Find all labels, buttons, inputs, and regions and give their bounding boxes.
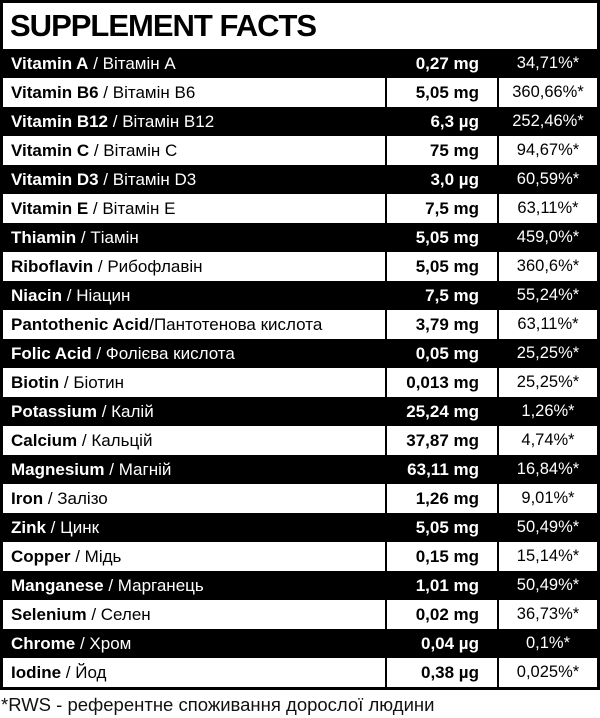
nutrient-name-uk: Калій: [111, 401, 154, 421]
nutrient-row: [3, 281, 597, 310]
nutrient-name-separator: /: [89, 140, 104, 160]
nutrient-percent-rws: 15,14%*: [497, 542, 597, 571]
nutrient-amount: 5,05 mg: [385, 513, 497, 542]
nutrient-percent-rws: 55,24%*: [497, 281, 597, 310]
nutrient-name-cell: [3, 484, 385, 513]
nutrient-name-cell: [3, 107, 385, 136]
nutrient-name-cell: [3, 455, 385, 484]
nutrient-row: [3, 49, 597, 78]
nutrient-amount: 25,24 mg: [385, 397, 497, 426]
nutrient-row: [3, 136, 597, 165]
nutrient-row: [3, 368, 597, 397]
nutrient-amount: 0,04 µg: [385, 629, 497, 658]
nutrient-name-separator: /: [108, 111, 123, 131]
nutrient-percent-rws: 36,73%*: [497, 600, 597, 629]
nutrient-name-cell: [3, 194, 385, 223]
nutrient-row: [3, 252, 597, 281]
nutrient-row: [3, 513, 597, 542]
nutrient-amount: 7,5 mg: [385, 281, 497, 310]
nutrient-percent-rws: 60,59%*: [497, 165, 597, 194]
nutrient-percent-rws: 459,0%*: [497, 223, 597, 252]
nutrient-name-en: Vitamin E: [11, 198, 89, 218]
nutrient-amount: 3,79 mg: [385, 310, 497, 339]
nutrient-name-en: Folic Acid: [11, 343, 92, 363]
nutrient-name-uk: Вітамін A: [102, 53, 176, 73]
nutrient-name-en: Thiamin: [11, 227, 77, 247]
nutrient-name-separator: /: [45, 517, 61, 537]
nutrient-name-cell: [3, 600, 385, 629]
nutrient-name-en: Calcium: [11, 430, 78, 450]
nutrient-percent-rws: 360,66%*: [497, 78, 597, 107]
nutrient-name-separator: /: [77, 430, 92, 450]
nutrient-amount: 5,05 mg: [385, 78, 497, 107]
nutrient-name-cell: [3, 542, 385, 571]
nutrient-amount: 0,02 mg: [385, 600, 497, 629]
nutrient-amount: 1,26 mg: [385, 484, 497, 513]
nutrient-name-separator: /: [88, 53, 103, 73]
nutrient-name-uk: Вітамін C: [103, 140, 178, 160]
nutrient-amount: 3,0 µg: [385, 165, 497, 194]
nutrient-row: [3, 339, 597, 368]
nutrient-name-en: Iodine: [11, 662, 62, 682]
nutrient-name-separator: /: [96, 401, 112, 421]
nutrient-percent-rws: 1,26%*: [497, 397, 597, 426]
nutrient-name-cell: [3, 571, 385, 600]
nutrient-row: [3, 542, 597, 571]
nutrient-name-uk: Цинк: [60, 517, 100, 537]
nutrient-percent-rws: 63,11%*: [497, 194, 597, 223]
nutrient-name-uk: Магній: [118, 459, 172, 479]
nutrient-amount: 37,87 mg: [385, 426, 497, 455]
nutrient-row: [3, 310, 597, 339]
nutrient-name-cell: [3, 310, 385, 339]
nutrient-row: [3, 571, 597, 600]
nutrient-name-separator: /: [70, 546, 85, 566]
nutrient-name-cell: [3, 629, 385, 658]
nutrient-name-en: Pantothenic Acid: [11, 314, 150, 334]
nutrient-row: [3, 223, 597, 252]
nutrient-name-uk: Біотин: [73, 372, 125, 392]
table-header: [3, 3, 597, 49]
nutrient-percent-rws: 4,74%*: [497, 426, 597, 455]
nutrient-percent-rws: 50,49%*: [497, 571, 597, 600]
nutrient-name-en: Vitamin C: [11, 140, 90, 160]
nutrient-name-uk: Мідь: [84, 546, 122, 566]
nutrient-name-en: Manganese: [11, 575, 104, 595]
nutrient-row: [3, 78, 597, 107]
nutrient-name-en: Riboflavin: [11, 256, 94, 276]
nutrient-name-uk: Хром: [89, 633, 132, 653]
nutrient-amount: 7,5 mg: [385, 194, 497, 223]
nutrient-name-uk: Пантотенова кислота: [153, 314, 323, 334]
nutrient-name-cell: [3, 223, 385, 252]
nutrient-name-cell: [3, 165, 385, 194]
nutrient-name-en: Vitamin A: [11, 53, 89, 73]
nutrient-name-en: Vitamin B12: [11, 111, 109, 131]
nutrient-row: [3, 658, 597, 687]
nutrient-row: [3, 426, 597, 455]
rws-footnote: *RWS - референтне споживання дорослої людини: [1, 694, 435, 715]
nutrient-amount: 5,05 mg: [385, 223, 497, 252]
nutrient-name-en: Biotin: [11, 372, 60, 392]
nutrient-row: [3, 455, 597, 484]
nutrient-name-uk: Тіамін: [90, 227, 139, 247]
nutrient-name-cell: [3, 49, 385, 78]
nutrient-name-separator: /: [93, 256, 108, 276]
nutrient-name-uk: Ніацин: [76, 285, 131, 305]
nutrient-row: [3, 165, 597, 194]
nutrient-name-separator: /: [86, 604, 101, 624]
nutrient-amount: 63,11 mg: [385, 455, 497, 484]
nutrient-name-uk: Фолієва кислота: [105, 343, 235, 363]
nutrient-percent-rws: 0,025%*: [497, 658, 597, 687]
nutrient-name-en: Iron: [11, 488, 44, 508]
nutrient-name-en: Niacin: [11, 285, 63, 305]
nutrient-name-uk: Вітамін B12: [122, 111, 215, 131]
nutrient-name-uk: Рибофлавін: [107, 256, 203, 276]
nutrient-name-en: Vitamin B6: [11, 82, 99, 102]
nutrient-row: [3, 629, 597, 658]
nutrient-rows: [3, 49, 597, 687]
nutrient-name-uk: Кальцій: [91, 430, 153, 450]
nutrient-name-cell: [3, 397, 385, 426]
nutrient-name-cell: [3, 136, 385, 165]
nutrient-row: [3, 397, 597, 426]
nutrient-name-separator: /: [43, 488, 58, 508]
nutrient-name-separator: /: [98, 169, 113, 189]
nutrient-percent-rws: 16,84%*: [497, 455, 597, 484]
nutrient-amount: 0,38 µg: [385, 658, 497, 687]
nutrient-row: [3, 194, 597, 223]
nutrient-percent-rws: 9,01%*: [497, 484, 597, 513]
nutrient-name-separator: /: [103, 575, 118, 595]
nutrient-amount: 0,05 mg: [385, 339, 497, 368]
nutrient-name-separator: /: [91, 343, 106, 363]
nutrient-name-separator: /: [76, 227, 91, 247]
nutrient-name-en: Vitamin D3: [11, 169, 99, 189]
nutrient-row: [3, 484, 597, 513]
nutrient-amount: 75 mg: [385, 136, 497, 165]
nutrient-name-cell: [3, 78, 385, 107]
nutrient-percent-rws: 25,25%*: [497, 368, 597, 397]
nutrient-name-cell: [3, 339, 385, 368]
nutrient-name-cell: [3, 426, 385, 455]
nutrient-name-separator: /: [59, 372, 74, 392]
nutrient-name-cell: [3, 513, 385, 542]
nutrient-amount: 5,05 mg: [385, 252, 497, 281]
nutrient-name-separator: /: [75, 633, 90, 653]
nutrient-name-en: Copper: [11, 546, 71, 566]
nutrient-percent-rws: 94,67%*: [497, 136, 597, 165]
nutrient-percent-rws: 360,6%*: [497, 252, 597, 281]
nutrient-name-uk: Вітамін B6: [112, 82, 196, 102]
nutrient-name-separator: /: [61, 662, 76, 682]
nutrient-name-en: Potassium: [11, 401, 97, 421]
nutrient-name-cell: [3, 658, 385, 687]
nutrient-name-uk: Марганець: [117, 575, 204, 595]
nutrient-percent-rws: 0,1%*: [497, 629, 597, 658]
nutrient-name-en: Magnesium: [11, 459, 105, 479]
nutrient-name-uk: Вітамін D3: [112, 169, 197, 189]
nutrient-name-separator: /: [149, 314, 154, 334]
nutrient-name-en: Chrome: [11, 633, 76, 653]
nutrient-amount: 0,013 mg: [385, 368, 497, 397]
nutrient-name-uk: Селен: [100, 604, 151, 624]
nutrient-row: [3, 600, 597, 629]
nutrient-percent-rws: 25,25%*: [497, 339, 597, 368]
nutrient-name-cell: [3, 368, 385, 397]
nutrient-amount: 0,27 mg: [385, 49, 497, 78]
nutrient-name-uk: Йод: [75, 662, 107, 682]
nutrient-name-uk: Залізо: [57, 488, 108, 508]
nutrient-percent-rws: 63,11%*: [497, 310, 597, 339]
nutrient-name-separator: /: [88, 198, 103, 218]
nutrient-percent-rws: 34,71%*: [497, 49, 597, 78]
nutrient-name-cell: [3, 252, 385, 281]
nutrient-row: [3, 107, 597, 136]
nutrient-amount: 1,01 mg: [385, 571, 497, 600]
table-title: SUPPLEMENT FACTS: [10, 8, 317, 43]
nutrient-name-en: Zink: [11, 517, 46, 537]
nutrient-name-uk: Вітамін E: [102, 198, 176, 218]
nutrient-name-separator: /: [62, 285, 77, 305]
nutrient-name-separator: /: [98, 82, 113, 102]
nutrient-amount: 0,15 mg: [385, 542, 497, 571]
nutrient-amount: 6,3 µg: [385, 107, 497, 136]
nutrient-percent-rws: 252,46%*: [497, 107, 597, 136]
nutrient-name-en: Selenium: [11, 604, 87, 624]
nutrient-name-cell: [3, 281, 385, 310]
nutrient-percent-rws: 50,49%*: [497, 513, 597, 542]
nutrient-name-separator: /: [104, 459, 119, 479]
